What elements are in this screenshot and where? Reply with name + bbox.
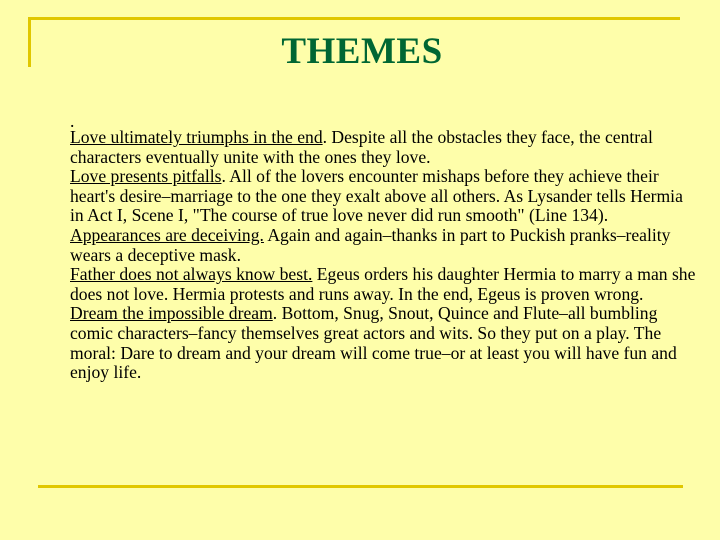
slide-body [70, 111, 700, 383]
frame-top-rule [28, 17, 680, 20]
theme-text: . Bottom, Snug, Snout, Quince and Flute–all bumbling comic characters–fancy themselves great actors and wits. So they put on a play. The moral: Dare to dream and your dream will come true–or at least you will have fun and enjoy life. [70, 303, 677, 383]
theme-item [70, 304, 700, 382]
theme-heading: Appearances are deceiving. [70, 224, 264, 245]
theme-heading: Love presents pitfalls [70, 166, 222, 187]
theme-heading: Father does not always know best. [70, 264, 313, 285]
theme-text: Again and again–thanks in part to Puckish pranks–reality wears a deceptive mask. [70, 224, 671, 265]
theme-text: . All of the lovers encounter mishaps before they achieve their heart's desire–marriage to the one they exalt above all others. As Lysander tells Hermia in Act I, Scene I, "The course of true love never did run smooth" (Line 134). [70, 166, 683, 226]
theme-item [70, 226, 700, 265]
theme-item [70, 265, 700, 304]
theme-text: . Despite all the obstacles they face, the central characters eventually unite with the ones they love. [70, 127, 653, 167]
theme-text: Egeus orders his daughter Hermia to marry a man she does not love. Hermia protests and runs away. In the end, Egeus is proven wrong. [70, 264, 696, 304]
lead-dot: . [70, 111, 75, 131]
frame-bottom-rule [38, 485, 683, 488]
theme-heading: Dream the impossible dream [70, 303, 273, 324]
theme-item [70, 167, 700, 226]
theme-heading: Love ultimately triumphs in the end [70, 127, 323, 147]
theme-item [70, 128, 700, 167]
slide-title: THEMES [281, 31, 443, 72]
